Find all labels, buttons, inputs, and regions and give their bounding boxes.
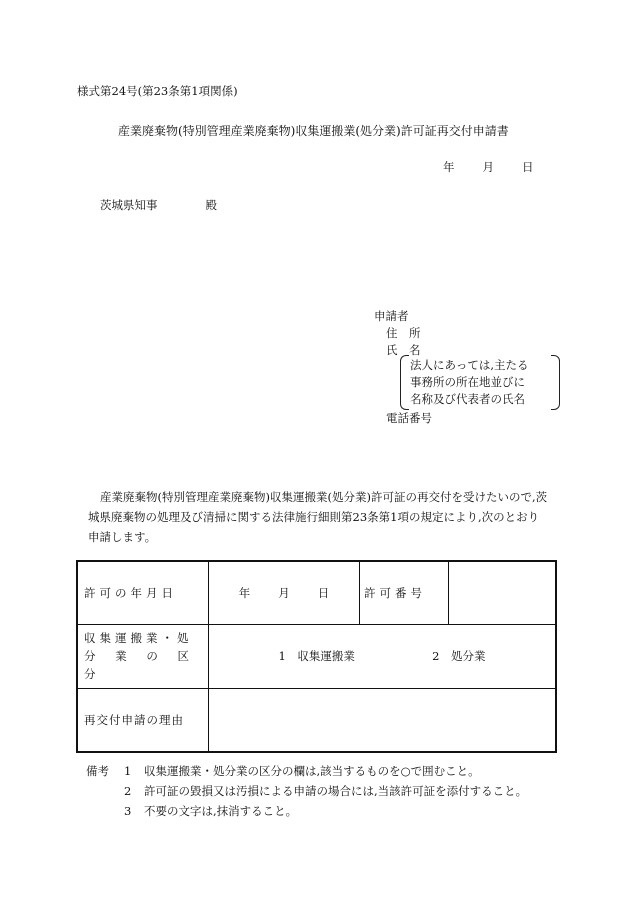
permit-day-label: 日 [317, 585, 330, 600]
addressee-name: 茨城県知事 [100, 198, 158, 212]
applicant-heading: 申請者 [374, 309, 409, 323]
remark-text: 不要の文字は,抹消すること。 [144, 804, 298, 818]
corporate-note-line: 法人にあっては,主たる [410, 358, 529, 372]
right-bracket [551, 355, 560, 410]
date-day-label: 日 [522, 160, 534, 174]
addressee [100, 198, 217, 213]
permit-number-label: 許可番号 [360, 561, 449, 624]
remarks-heading: 備考 [86, 764, 109, 778]
remark-item [86, 781, 527, 801]
remark-text: 収集運搬業・処分業の区分の欄は,該当するものを○で囲むこと。 [144, 764, 480, 778]
business-category-field[interactable] [209, 624, 557, 688]
table-row [77, 561, 556, 624]
business-category-label [77, 624, 209, 688]
date-month-label: 月 [482, 160, 494, 174]
remark-number: 3 [124, 804, 132, 818]
reissue-reason-field[interactable] [209, 688, 557, 752]
applicant-block [374, 308, 421, 359]
remark-item [86, 801, 527, 821]
left-bracket [400, 355, 409, 410]
table-row [77, 688, 556, 752]
phone-label: 電話番号 [386, 411, 432, 425]
form-number: 様式第24号(第23条第1項関係) [77, 84, 238, 98]
permit-date-label-text: 許可の年月日 [84, 585, 177, 600]
application-table [76, 560, 557, 753]
option-collection-transport[interactable]: 1 収集運搬業 [278, 649, 355, 663]
date-year-label: 年 [443, 160, 455, 174]
option-disposal[interactable]: 2 処分業 [432, 649, 486, 663]
address-label: 住 所 [386, 326, 421, 340]
permit-date-label [77, 561, 209, 624]
application-date [443, 160, 534, 175]
corporate-note-line: 事務所の所在地並びに [410, 375, 525, 389]
addressee-honorific: 殿 [205, 198, 217, 212]
remark-item [86, 761, 527, 781]
permit-number-field[interactable] [449, 561, 557, 624]
corporate-note-line: 名称及び代表者の氏名 [410, 392, 525, 406]
table-row [77, 624, 556, 688]
request-statement: 産業廃棄物(特別管理産業廃棄物)収集運搬業(処分業)許可証の再交付を受けたいので,茨城県廃棄物の処理及び清掃に関する法律施行細則第23条第1項の規定により,次のとおり申請します。 [88, 490, 548, 544]
document-title: 産業廃棄物(特別管理産業廃棄物)収集運搬業(処分業)許可証再交付申請書 [118, 124, 509, 138]
corporate-note [400, 355, 556, 410]
permit-date-field[interactable] [209, 561, 360, 624]
business-category-label-line1: 収集運搬業・処 [84, 631, 193, 645]
remark-number: 1 [124, 764, 132, 778]
remark-text: 許可証の毀損又は汚損による申請の場合には,当該許可証を添付すること。 [144, 784, 528, 798]
reissue-reason-label: 再交付申請の理由 [77, 688, 209, 752]
business-category-label-line2: 分業の区分 [84, 649, 202, 681]
permit-year-label: 年 [238, 585, 251, 600]
name-label: 氏 名 [386, 343, 421, 357]
remarks [86, 761, 527, 821]
permit-month-label: 月 [278, 585, 290, 600]
remark-number: 2 [124, 784, 132, 798]
